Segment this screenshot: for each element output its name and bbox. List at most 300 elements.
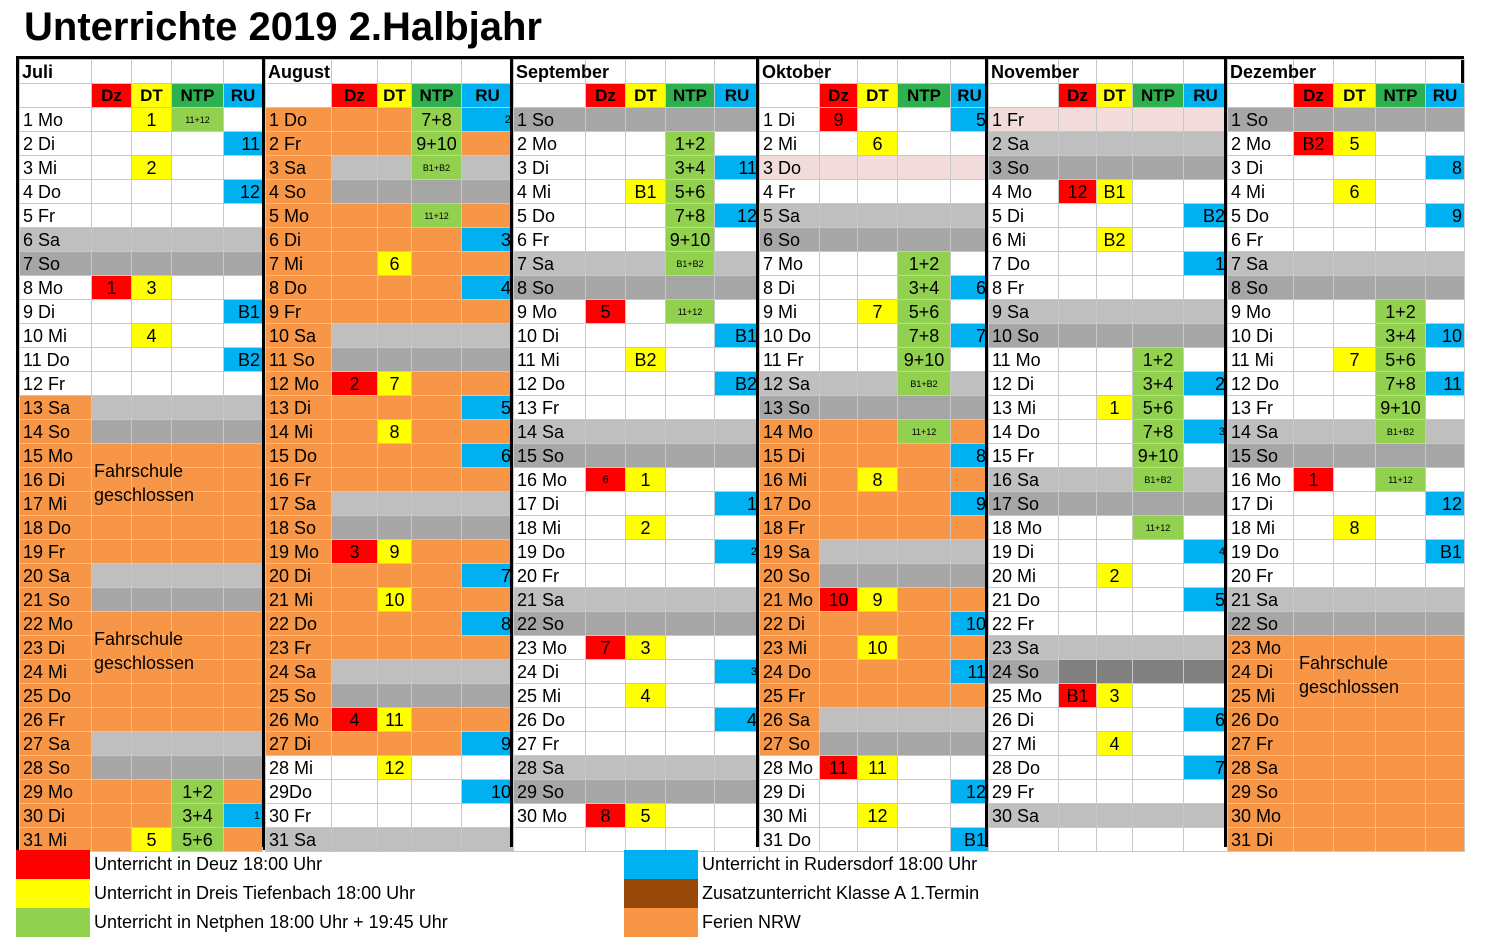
cell-dt xyxy=(1334,396,1376,420)
cell-ru xyxy=(1184,444,1228,468)
day-label: 9 Di xyxy=(20,300,92,324)
cell-dz xyxy=(332,492,378,516)
cell-dt xyxy=(626,396,666,420)
cell-dz xyxy=(1294,492,1334,516)
cell-dz xyxy=(586,348,626,372)
cell-ru: 1 xyxy=(715,492,760,516)
day-row xyxy=(514,300,760,324)
day-row xyxy=(989,756,1228,780)
day-row xyxy=(514,420,760,444)
cell-dt xyxy=(378,108,412,132)
cell-ru xyxy=(715,468,760,492)
cell-dt xyxy=(378,660,412,684)
day-row xyxy=(266,468,514,492)
day-label: 4 Mo xyxy=(989,180,1059,204)
cell-ru xyxy=(715,780,760,804)
cell-ntp xyxy=(666,372,715,396)
cell-ntp xyxy=(1376,132,1426,156)
cell-ru xyxy=(1184,684,1228,708)
day-label: 16 Mo xyxy=(514,468,586,492)
cell-ntp xyxy=(172,372,224,396)
cell-ntp xyxy=(1133,660,1184,684)
cell-dt: 8 xyxy=(378,420,412,444)
day-row xyxy=(1228,180,1465,204)
day-row xyxy=(514,756,760,780)
cell-ru: 10 xyxy=(462,780,514,804)
cell-dz xyxy=(1059,492,1097,516)
cell-dz xyxy=(332,300,378,324)
cell-ntp xyxy=(1133,828,1184,852)
cell-ntp xyxy=(172,300,224,324)
cell-dt xyxy=(626,492,666,516)
day-label: 21 Sa xyxy=(514,588,586,612)
day-label: 27 Di xyxy=(266,732,332,756)
closure-note xyxy=(94,459,194,507)
cell-dz xyxy=(332,828,378,852)
empty-cell xyxy=(626,60,666,84)
day-row xyxy=(266,252,514,276)
cell-ru xyxy=(1426,468,1465,492)
cell-ru xyxy=(951,252,989,276)
day-row xyxy=(266,204,514,228)
month-name-row xyxy=(989,60,1228,84)
day-label: 7 Mi xyxy=(266,252,332,276)
cell-dz xyxy=(820,660,858,684)
cell-dz xyxy=(1059,372,1097,396)
cell-ru xyxy=(715,300,760,324)
cell-dt xyxy=(378,804,412,828)
day-row xyxy=(514,540,760,564)
cell-ru xyxy=(224,420,263,444)
day-label: 7 Sa xyxy=(1228,252,1294,276)
cell-ru: 11 xyxy=(715,156,760,180)
cell-dz xyxy=(1059,780,1097,804)
cell-ntp xyxy=(412,180,462,204)
cell-dz xyxy=(92,420,132,444)
cell-ntp xyxy=(412,612,462,636)
day-row xyxy=(514,588,760,612)
cell-dt: 5 xyxy=(626,804,666,828)
day-label: 3 Sa xyxy=(266,156,332,180)
day-label: 11 Mo xyxy=(989,348,1059,372)
cell-dt xyxy=(1097,132,1133,156)
col-header-ru: RU xyxy=(462,84,514,108)
day-label: 6 Mi xyxy=(989,228,1059,252)
cell-ntp xyxy=(898,708,951,732)
day-row xyxy=(266,324,514,348)
cell-ru xyxy=(1184,468,1228,492)
cell-dz xyxy=(332,108,378,132)
cell-ntp xyxy=(898,180,951,204)
cell-ru xyxy=(715,684,760,708)
day-label: 21 So xyxy=(20,588,92,612)
cell-dz xyxy=(1294,228,1334,252)
cell-dt xyxy=(858,708,898,732)
day-row xyxy=(989,636,1228,660)
day-label: 13 So xyxy=(760,396,820,420)
cell-ntp xyxy=(412,684,462,708)
day-label: 31 Sa xyxy=(266,828,332,852)
cell-dt xyxy=(858,276,898,300)
day-label: 2 Sa xyxy=(989,132,1059,156)
day-label: 28 So xyxy=(20,756,92,780)
cell-dz xyxy=(1059,108,1097,132)
cell-dz xyxy=(586,828,626,852)
day-row xyxy=(760,300,989,324)
cell-dt xyxy=(858,420,898,444)
cell-ntp xyxy=(898,780,951,804)
legend-item xyxy=(16,879,415,908)
cell-dt xyxy=(858,204,898,228)
cell-ru xyxy=(1426,348,1465,372)
cell-dz xyxy=(1294,372,1334,396)
day-label: 19 Fr xyxy=(20,540,92,564)
month-name: Dezember xyxy=(1228,60,1294,84)
cell-ru xyxy=(951,132,989,156)
cell-ru: B1 xyxy=(715,324,760,348)
day-label: 7 Mo xyxy=(760,252,820,276)
day-row xyxy=(514,804,760,828)
day-row xyxy=(266,108,514,132)
cell-dt xyxy=(132,564,172,588)
cell-ru xyxy=(224,708,263,732)
cell-ru xyxy=(715,636,760,660)
day-label: 6 Sa xyxy=(20,228,92,252)
day-label: 11 Mi xyxy=(1228,348,1294,372)
cell-dt xyxy=(1334,444,1376,468)
day-row xyxy=(20,732,263,756)
cell-dz xyxy=(332,348,378,372)
day-label: 1 Di xyxy=(760,108,820,132)
cell-ntp xyxy=(898,444,951,468)
cell-dt: 11 xyxy=(378,708,412,732)
cell-ru xyxy=(462,132,514,156)
closure-note xyxy=(94,627,194,675)
day-label: 8 Fr xyxy=(989,276,1059,300)
cell-dz xyxy=(820,204,858,228)
cell-dt xyxy=(1334,756,1376,780)
day-label: 26 Mo xyxy=(266,708,332,732)
cell-ntp xyxy=(898,468,951,492)
cell-ru xyxy=(224,540,263,564)
day-label: 6 Fr xyxy=(514,228,586,252)
day-label: 28 Do xyxy=(989,756,1059,780)
cell-ru xyxy=(1426,396,1465,420)
day-row xyxy=(266,684,514,708)
cell-ntp xyxy=(412,420,462,444)
cell-dt: 6 xyxy=(378,252,412,276)
cell-dt xyxy=(1334,828,1376,852)
cell-ru xyxy=(462,492,514,516)
cell-dt: 9 xyxy=(858,588,898,612)
cell-dt xyxy=(1334,732,1376,756)
cell-dz xyxy=(820,492,858,516)
cell-ru: 2 xyxy=(715,540,760,564)
day-label: 23 Mo xyxy=(514,636,586,660)
cell-ntp xyxy=(666,780,715,804)
day-row xyxy=(20,756,263,780)
cell-dz xyxy=(1059,588,1097,612)
cell-dt xyxy=(378,132,412,156)
col-header-dt: DT xyxy=(626,84,666,108)
day-label: 21 Sa xyxy=(1228,588,1294,612)
day-label: 1 So xyxy=(514,108,586,132)
cell-dz xyxy=(1294,252,1334,276)
cell-dz xyxy=(1059,636,1097,660)
cell-ru xyxy=(462,180,514,204)
day-row xyxy=(989,612,1228,636)
cell-dt xyxy=(1097,492,1133,516)
cell-dz xyxy=(1294,204,1334,228)
cell-dt xyxy=(1334,252,1376,276)
cell-dt: 5 xyxy=(132,828,172,852)
cell-ru xyxy=(715,420,760,444)
day-row xyxy=(989,180,1228,204)
cell-dz xyxy=(820,828,858,852)
day-label: 29 Di xyxy=(760,780,820,804)
cell-dz xyxy=(1059,132,1097,156)
cell-ntp xyxy=(172,252,224,276)
cell-dt xyxy=(858,516,898,540)
day-label: 7 So xyxy=(20,252,92,276)
cell-ru xyxy=(462,540,514,564)
cell-dz xyxy=(1059,564,1097,588)
day-label: 31 Do xyxy=(760,828,820,852)
day-label: 23 Mi xyxy=(760,636,820,660)
cell-dz xyxy=(820,348,858,372)
day-row xyxy=(760,492,989,516)
day-row xyxy=(1228,156,1465,180)
day-row xyxy=(20,420,263,444)
cell-ru xyxy=(224,228,263,252)
cell-ntp xyxy=(666,732,715,756)
cell-ru xyxy=(1184,804,1228,828)
cell-dt xyxy=(378,684,412,708)
col-header-dt: DT xyxy=(858,84,898,108)
col-header-dz: Dz xyxy=(332,84,378,108)
empty-cell xyxy=(92,60,132,84)
day-row xyxy=(989,348,1228,372)
legend-item xyxy=(624,908,801,937)
day-label: 18 Do xyxy=(20,516,92,540)
cell-ntp xyxy=(1133,684,1184,708)
cell-dt xyxy=(1334,780,1376,804)
cell-dt xyxy=(858,780,898,804)
day-row xyxy=(1228,108,1465,132)
cell-dz xyxy=(820,684,858,708)
cell-dz xyxy=(1059,756,1097,780)
cell-ntp xyxy=(1376,180,1426,204)
day-label: 11 Mi xyxy=(514,348,586,372)
cell-dz xyxy=(820,156,858,180)
day-label: 30 Sa xyxy=(989,804,1059,828)
col-header-ru: RU xyxy=(1184,84,1228,108)
cell-ru: 12 xyxy=(1426,492,1465,516)
cell-ru xyxy=(715,228,760,252)
cell-dz: 1 xyxy=(92,276,132,300)
cell-ntp xyxy=(412,828,462,852)
cell-ntp: 3+4 xyxy=(898,276,951,300)
month-table xyxy=(988,59,1228,852)
cell-ru xyxy=(462,252,514,276)
day-label: 13 Mi xyxy=(989,396,1059,420)
cell-ntp xyxy=(898,156,951,180)
day-label: 5 Fr xyxy=(20,204,92,228)
cell-ru: 4 xyxy=(715,708,760,732)
cell-dt: B1 xyxy=(626,180,666,204)
cell-ntp: 11+12 xyxy=(172,108,224,132)
col-header-ru: RU xyxy=(1426,84,1465,108)
cell-ntp: 11+12 xyxy=(1376,468,1426,492)
day-label: 22 Do xyxy=(266,612,332,636)
day-row xyxy=(760,324,989,348)
day-row xyxy=(20,156,263,180)
cell-dz xyxy=(92,756,132,780)
cell-dt xyxy=(1097,636,1133,660)
cell-dz xyxy=(820,276,858,300)
day-label: 13 Di xyxy=(266,396,332,420)
day-row xyxy=(1228,420,1465,444)
legend-label: Unterricht in Netphen 18:00 Uhr + 19:45 Uhr xyxy=(94,912,448,932)
cell-dz xyxy=(820,252,858,276)
cell-dz xyxy=(586,588,626,612)
cell-ru xyxy=(462,204,514,228)
cell-dz xyxy=(586,492,626,516)
cell-dz xyxy=(1059,444,1097,468)
closure-note-line: Fahrschule xyxy=(94,629,184,649)
day-row xyxy=(266,276,514,300)
cell-dz xyxy=(1294,348,1334,372)
day-row xyxy=(514,684,760,708)
cell-dz xyxy=(586,228,626,252)
day-row xyxy=(514,732,760,756)
cell-ru: 4 xyxy=(1184,540,1228,564)
cell-ntp xyxy=(898,828,951,852)
day-label: 13 Sa xyxy=(20,396,92,420)
cell-dt xyxy=(1097,708,1133,732)
cell-dz xyxy=(1059,276,1097,300)
day-row xyxy=(760,420,989,444)
cell-dz xyxy=(1059,804,1097,828)
empty-cell xyxy=(224,60,263,84)
cell-ru xyxy=(1426,516,1465,540)
cell-dz xyxy=(1294,420,1334,444)
legend-label: Zusatzunterricht Klasse A 1.Termin xyxy=(702,883,980,903)
day-label: 17 Do xyxy=(760,492,820,516)
cell-ntp xyxy=(1376,276,1426,300)
day-label: 9 Mo xyxy=(1228,300,1294,324)
cell-ru xyxy=(1426,252,1465,276)
cell-dz xyxy=(1294,276,1334,300)
day-row xyxy=(514,372,760,396)
day-label: 18 Fr xyxy=(760,516,820,540)
day-row xyxy=(514,180,760,204)
day-label: 4 Mi xyxy=(514,180,586,204)
day-label xyxy=(989,828,1059,852)
cell-dt xyxy=(1097,828,1133,852)
closure-note xyxy=(1299,651,1399,699)
cell-dz xyxy=(1294,804,1334,828)
cell-dt xyxy=(1334,420,1376,444)
cell-dz xyxy=(1059,348,1097,372)
cell-ntp: 5+6 xyxy=(666,180,715,204)
cell-ntp xyxy=(172,684,224,708)
cell-dz xyxy=(92,516,132,540)
cell-dt xyxy=(1097,612,1133,636)
column-header-row xyxy=(760,84,989,108)
cell-dt: 5 xyxy=(1334,132,1376,156)
cell-dz xyxy=(92,828,132,852)
day-label: 22 Fr xyxy=(989,612,1059,636)
cell-ntp: B1+B2 xyxy=(1376,420,1426,444)
cell-ntp: 5+6 xyxy=(1133,396,1184,420)
cell-ru xyxy=(1426,300,1465,324)
day-label: 3 Di xyxy=(514,156,586,180)
closure-note-line: Fahrschule xyxy=(1299,653,1389,673)
month-name-row xyxy=(760,60,989,84)
cell-ru xyxy=(715,348,760,372)
day-row xyxy=(514,108,760,132)
day-label: 25 Mi xyxy=(1228,684,1294,708)
cell-dt xyxy=(1097,204,1133,228)
closure-note-line: Fahrschule xyxy=(94,461,184,481)
cell-ntp xyxy=(898,516,951,540)
day-row xyxy=(20,684,263,708)
cell-ntp xyxy=(1376,516,1426,540)
day-row xyxy=(266,396,514,420)
cell-ntp xyxy=(1133,612,1184,636)
cell-ru xyxy=(462,300,514,324)
cell-ntp xyxy=(172,396,224,420)
cell-dt: 1 xyxy=(132,108,172,132)
cell-ntp xyxy=(1133,156,1184,180)
cell-ru xyxy=(1184,828,1228,852)
day-row xyxy=(989,468,1228,492)
cell-ru xyxy=(1184,780,1228,804)
day-label: 19 Do xyxy=(1228,540,1294,564)
legend-item xyxy=(16,850,322,879)
cell-ntp xyxy=(666,108,715,132)
cell-ntp xyxy=(1133,564,1184,588)
day-label: 28 Sa xyxy=(1228,756,1294,780)
day-row xyxy=(760,516,989,540)
cell-dt: 4 xyxy=(626,684,666,708)
cell-ru xyxy=(1184,180,1228,204)
cell-dz xyxy=(820,228,858,252)
day-row xyxy=(1228,300,1465,324)
day-row xyxy=(1228,780,1465,804)
month-name: September xyxy=(514,60,586,84)
day-row xyxy=(989,228,1228,252)
day-label: 18 Mo xyxy=(989,516,1059,540)
day-label: 23 Di xyxy=(20,636,92,660)
cell-dz xyxy=(1059,828,1097,852)
cell-ru xyxy=(224,588,263,612)
cell-ru: B1 xyxy=(951,828,989,852)
cell-ru xyxy=(224,324,263,348)
cell-ntp: 11+12 xyxy=(1133,516,1184,540)
cell-dz xyxy=(820,420,858,444)
col-header-ntp: NTP xyxy=(898,84,951,108)
cell-ru xyxy=(224,396,263,420)
cell-ru xyxy=(951,228,989,252)
cell-dz: 8 xyxy=(586,804,626,828)
cell-ntp xyxy=(412,228,462,252)
cell-dz xyxy=(92,396,132,420)
day-label: 20 Sa xyxy=(20,564,92,588)
cell-ntp xyxy=(898,636,951,660)
empty-cell xyxy=(132,60,172,84)
